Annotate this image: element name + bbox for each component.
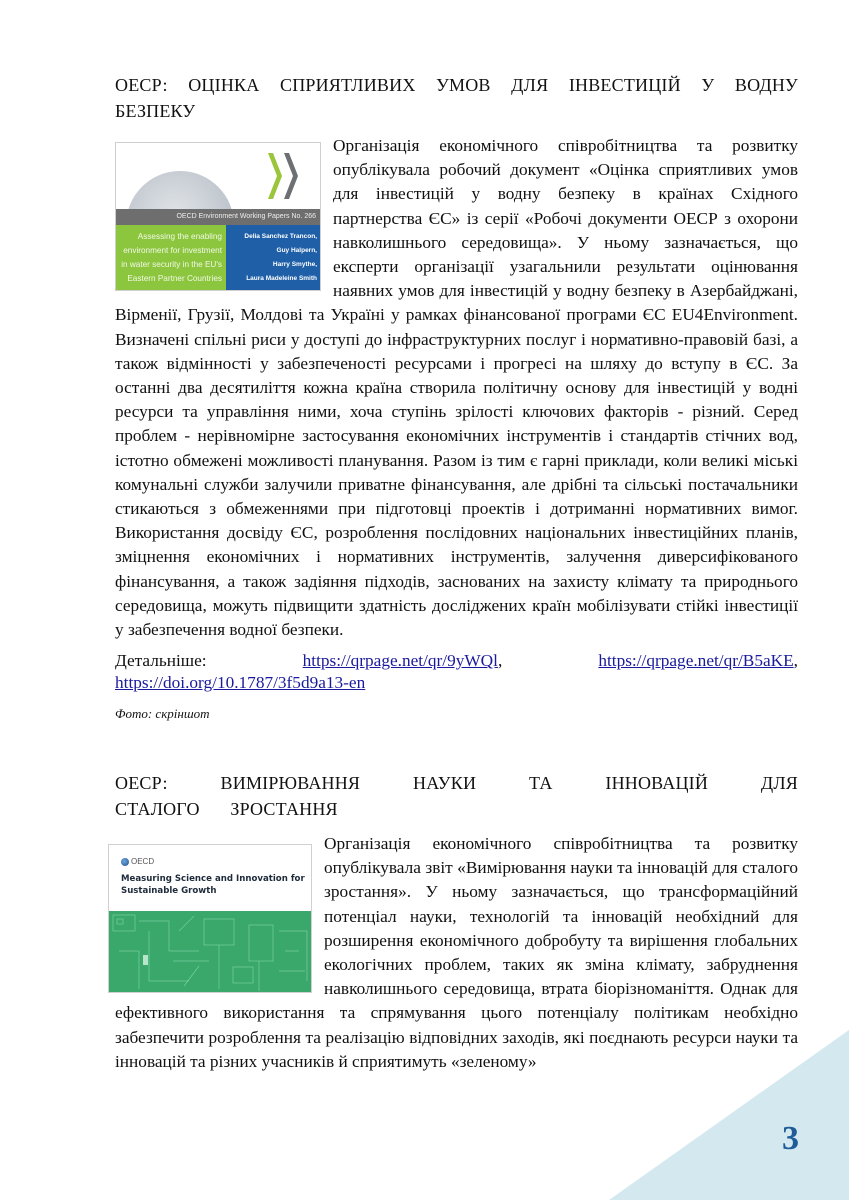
link-qrpage-1[interactable]: https://qrpage.net/qr/9yWQl (302, 651, 498, 671)
cover-series-label: OECD Environment Working Papers No. 266 (116, 209, 320, 225)
cover-author: Laura Madeleine Smith (246, 275, 317, 282)
article-water-security (115, 72, 798, 722)
oecd-chevron-icon (268, 153, 282, 199)
cover-authors-block (226, 225, 320, 291)
cover-title-line: environment for investment (123, 246, 222, 255)
page-number: 3 (782, 1120, 799, 1157)
oecd-chevron-icon (284, 153, 298, 199)
globe-icon (121, 858, 129, 866)
cover-title-line: Assessing the enabling (137, 232, 222, 241)
more-links-line: Детальніше: https://qrpage.net/qr/9yWQl, https://qrpage.net/qr/B5aKE, (115, 651, 798, 671)
link-doi[interactable]: https://doi.org/10.1787/3f5d9a13-en (115, 673, 366, 693)
article-science-innovation (115, 770, 798, 1074)
more-links-line-2 (115, 672, 798, 694)
article-title: ОЕСР: ВИМІРЮВАННЯ НАУКИ ТА ІННОВАЦІЙ ДЛЯ СТАЛОГО ЗРОСТАННЯ (115, 773, 798, 819)
cover-title-block (116, 225, 226, 291)
article-body: Організація економічного співробітництва та розвитку опублікувала звіт «Вимірювання науки та інновацій для сталого зростання». У ньому зазначається, що трансформаційний потенціал науки, технологій та інновацій необхідний для розширення економічного добробуту та вирішення глобальних екологічних проблем, таких як зміна клімату, забруднення навколишнього середовища, втрата біорізноманіття. Однак для ефективного використання та спрямування цього потенціалу політикам необхідно забезпечити розроблення та реалізацію відповідних заходів, які поєднають ресурси науки та інновацій та різних учасників й сприятимуть «зеленому» (115, 834, 798, 1071)
more-label: Детальніше: (115, 651, 207, 671)
link-qrpage-2[interactable]: https://qrpage.net/qr/B5aKE (598, 651, 794, 671)
cover-title-line: in water security in the EU's (121, 260, 222, 269)
oecd-logo (121, 857, 154, 866)
article-title: ОЕСР: ОЦІНКА СПРИЯТЛИВИХ УМОВ ДЛЯ ІНВЕСТИЦІЙ У ВОДНУ БЕЗПЕКУ (115, 75, 798, 121)
cover-title: Measuring Science and Innovation for Sustainable Growth (121, 874, 305, 896)
oecd-logo-text: OECD (131, 857, 155, 866)
article-body: Організація економічного співробітництва та розвитку опублікувала робочий документ «Оцінка сприятливих умов для інвестицій у водну безпеку в країнах Східного партнерства ЄС» із серії «Робочі документи ОЕСР з охорони навколишнього середовища». У ньому зазначається, що експерти організації узагальнили результати оцінювання наявних умов для інвестицій у водну безпеку в Азербайджані, Вірменії, Грузії, Молдові та Україні у рамках фінансованої програми ЄС EU4Environment. Визначені спільні риси у доступі до інфраструктурних послуг і нормативно-правовій базі, а також відмінності у забезпеченості ресурсами і прогресі на шляху до вступу в ЄС. За останні два десятиліття кожна країна створила політичну основу для інвестицій у водні ресурси та управління ними, хоча ступінь зрілості ключових факторів - різний. Серед проблем - нерівномірне застосування економічних інструментів і стандартів стічних вод, істотно обмежені можливості планування. Разом із тим є гарні приклади, коли великі міські комунальні служби залучили приватне фінансування, але дрібні та сільські постачальники стикаються з обмеженнями при підготовці проектів і дотриманні нормативних вимог. Використання досвіду ЄС, розроблення послідовних національних інвестиційних планів, зміцнення економічних і нормативних інструментів, залучення диверсифікованого фінансування, а також задіяння підходів, заснованих на захисту клімату та природнього середовища, можуть підвищити здатність досліджених країн мобілізувати стійкі інвестиції у забезпечення водної безпеки. (115, 136, 798, 640)
blueprint-graphic (109, 911, 311, 993)
cover-author: Delia Sanchez Trancon, (244, 233, 317, 240)
cover-author: Guy Halpern, (276, 247, 317, 254)
report-cover-image (115, 142, 321, 291)
cover-author: Harry Smythe, (272, 261, 317, 268)
photo-caption: Фото: скріншот (115, 706, 210, 722)
cover-blueprint-pattern (109, 911, 311, 993)
report-cover-image (108, 844, 312, 993)
cover-title-line: Eastern Partner Countries (127, 274, 222, 283)
